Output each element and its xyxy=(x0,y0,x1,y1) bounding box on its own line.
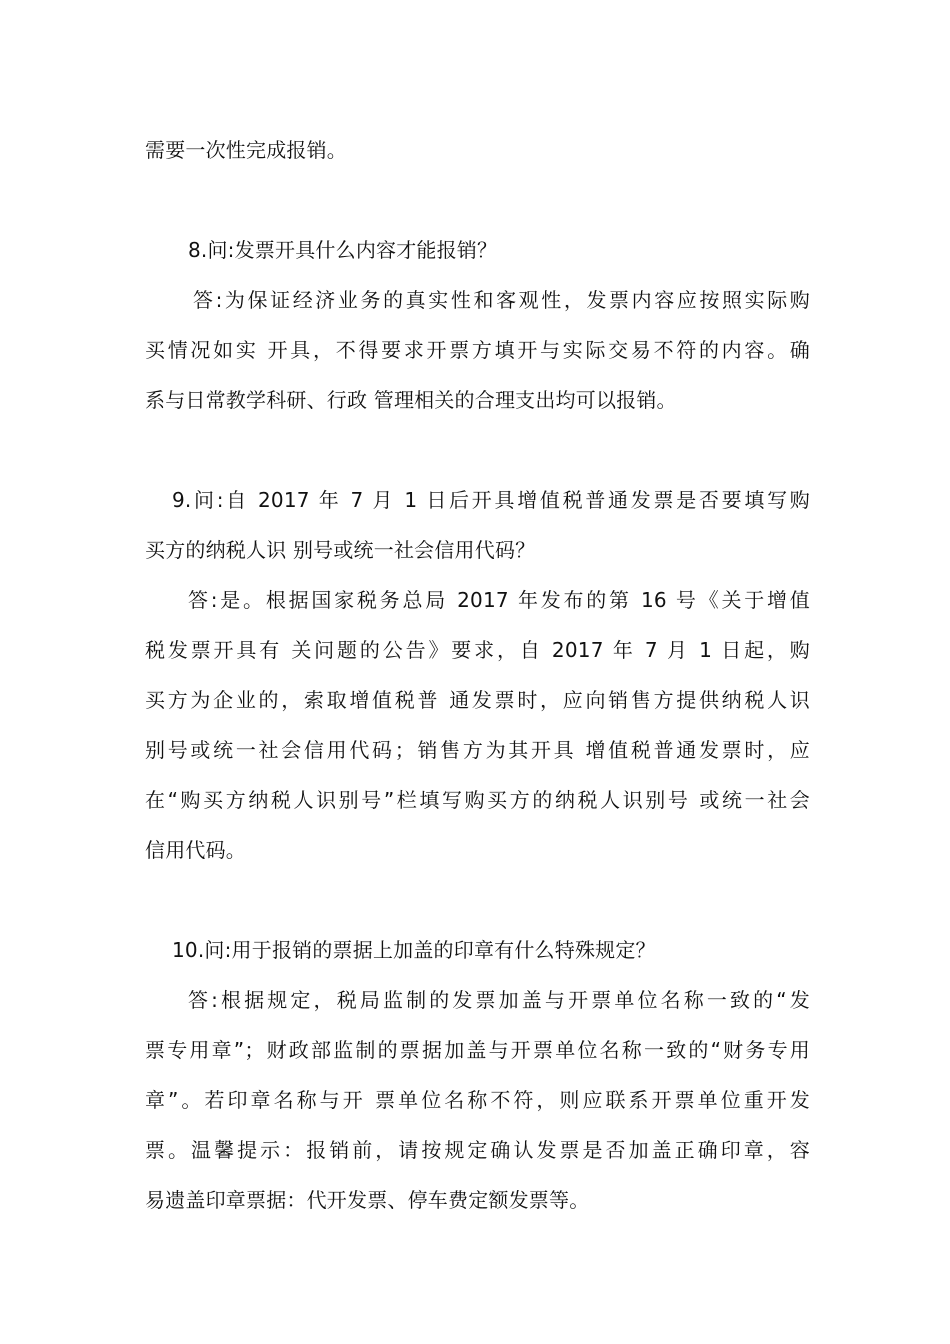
paragraph-continuation: 需要一次性完成报销。 xyxy=(145,138,347,162)
question-10: 10.问:用于报销的票据上加盖的印章有什么特殊规定？ xyxy=(172,938,656,962)
answer-9-line-4: 别号或统一社会信用代码；销售方为其开具 增值税普通发票时，应 xyxy=(145,738,810,762)
question-8: 8.问:发票开具什么内容才能报销？ xyxy=(188,238,498,262)
answer-10-line-1: 答:根据规定，税局监制的发票加盖与开票单位名称一致的“发 xyxy=(188,988,810,1012)
answer-9-line-3: 买方为企业的，索取增值税普 通发票时，应向销售方提供纳税人识 xyxy=(145,688,810,712)
question-9-line-2: 买方的纳税人识 别号或统一社会信用代码？ xyxy=(145,538,536,562)
answer-9-line-5: 在“购买方纳税人识别号”栏填写购买方的纳税人识别号 或统一社会 xyxy=(145,788,810,812)
answer-10-line-5: 易遗盖印章票据：代开发票、停车费定额发票等。 xyxy=(145,1188,590,1212)
answer-9-line-2: 税发票开具有 关问题的公告》要求，自 2017 年 7 月 1 日起，购 xyxy=(145,638,810,662)
answer-8-line-3: 系与日常教学科研、行政 管理相关的合理支出均可以报销。 xyxy=(145,388,677,412)
answer-9-line-6: 信用代码。 xyxy=(145,838,246,862)
answer-8-line-2: 买情况如实 开具，不得要求开票方填开与实际交易不符的内容。确 xyxy=(145,338,810,362)
answer-10-line-2: 票专用章”；财政部监制的票据加盖与开票单位名称一致的“财务专用 xyxy=(145,1038,810,1062)
question-9-line-1: 9.问:自 2017 年 7 月 1 日后开具增值税普通发票是否要填写购 xyxy=(172,488,810,512)
answer-9-line-1: 答:是。根据国家税务总局 2017 年发布的第 16 号《关于增值 xyxy=(188,588,810,612)
answer-10-line-4: 票。温馨提示：报销前，请按规定确认发票是否加盖正确印章，容 xyxy=(145,1138,810,1162)
answer-10-line-3: 章”。若印章名称与开 票单位名称不符，则应联系开票单位重开发 xyxy=(145,1088,810,1112)
answer-8-line-1: 答:为保证经济业务的真实性和客观性，发票内容应按照实际购 xyxy=(193,288,810,312)
